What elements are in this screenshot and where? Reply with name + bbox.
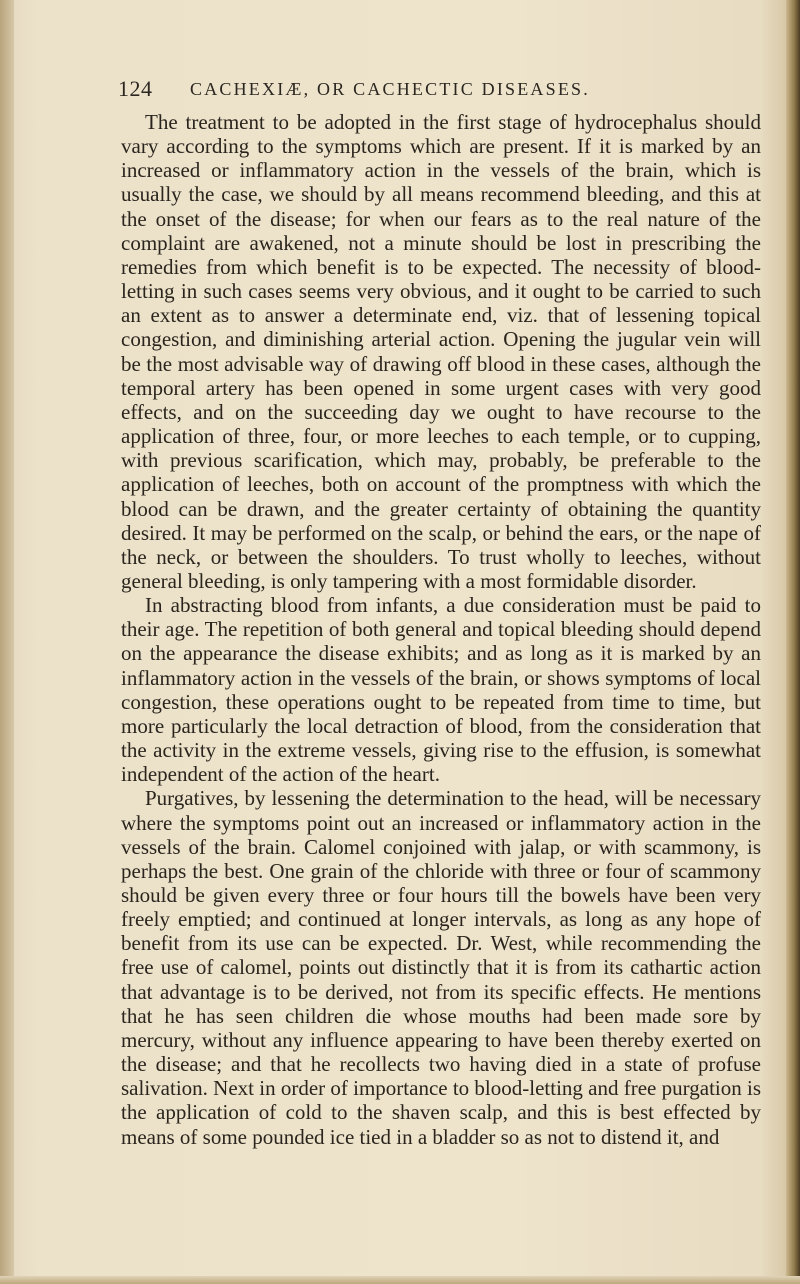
- page-bottom-edge: [0, 1276, 800, 1284]
- body-text: [121, 110, 761, 1149]
- page-edge: [786, 0, 800, 1284]
- page-number: 124: [118, 76, 153, 101]
- paragraph: The treatment to be adopted in the first stage of hydrocephalus should vary according to the symptoms which are present. If it is marked by an increased or inflammatory action in the vessels of the brain, which is usually the case, we should by all means recommend bleeding, and this at the onset of the disease; for when our fears as to the real nature of the complaint are awakened, not a minute should be lost in prescribing the remedies from which benefit is to be expected. The necessity of blood-letting in such cases seems very obvious, and it ought to be carried to such an extent as to answer a determinate end, viz. that of lessening topical congestion, and diminishing arterial action. Opening the jugular vein will be the most advisable way of drawing off blood in these cases, although the temporal artery has been opened in some urgent cases with very good effects, and on the succeeding day we ought to have recourse to the application of three, four, or more leeches to each temple, or to cupping, with previous scarification, which may, probably, be preferable to the application of leeches, both on account of the promptness with which the blood can be drawn, and the greater certainty of obtaining the quantity desired. It may be performed on the scalp, or behind the ears, or the nape of the neck, or between the shoulders. To trust wholly to leeches, without general bleeding, is only tampering with a most formidable disorder.: [121, 110, 761, 593]
- paragraph: Purgatives, by lessening the determination to the head, will be necessary where the symptoms point out an increased or inflammatory action in the vessels of the brain. Calomel conjoined with jalap, or with scammony, is perhaps the best. One grain of the chloride with three or four of scammony should be given every three or four hours till the bowels have been very freely emptied; and continued at longer intervals, as long as any hope of benefit from its use can be expected. Dr. West, while recommending the free use of calomel, points out distinctly that it is from its cathartic action that advantage is to be derived, not from its specific effects. He mentions that he has seen children die whose mouths had been made sore by mercury, without any influence appearing to have been thereby exerted on the disease; and that he recollects two having died in a state of profuse salivation. Next in order of importance to blood-letting and free purgation is the application of cold to the shaven scalp, and this is best effected by means of some pounded ice tied in a bladder so as not to distend it, and: [121, 786, 761, 1149]
- page-gutter: [0, 0, 14, 1284]
- running-header: [0, 76, 800, 102]
- running-title: CACHEXIÆ, OR CACHECTIC DISEASES.: [190, 79, 590, 99]
- paragraph: In abstracting blood from infants, a due consideration must be paid to their age. The repetition of both general and topical bleeding should depend on the appearance the disease exhibits; and as long as it is marked by an inflammatory action in the vessels of the brain, or shows symptoms of local congestion, these operations ought to be repeated from time to time, but more particularly the local detraction of blood, from the consideration that the activity in the extreme vessels, giving rise to the effusion, is somewhat independent of the action of the heart.: [121, 593, 761, 787]
